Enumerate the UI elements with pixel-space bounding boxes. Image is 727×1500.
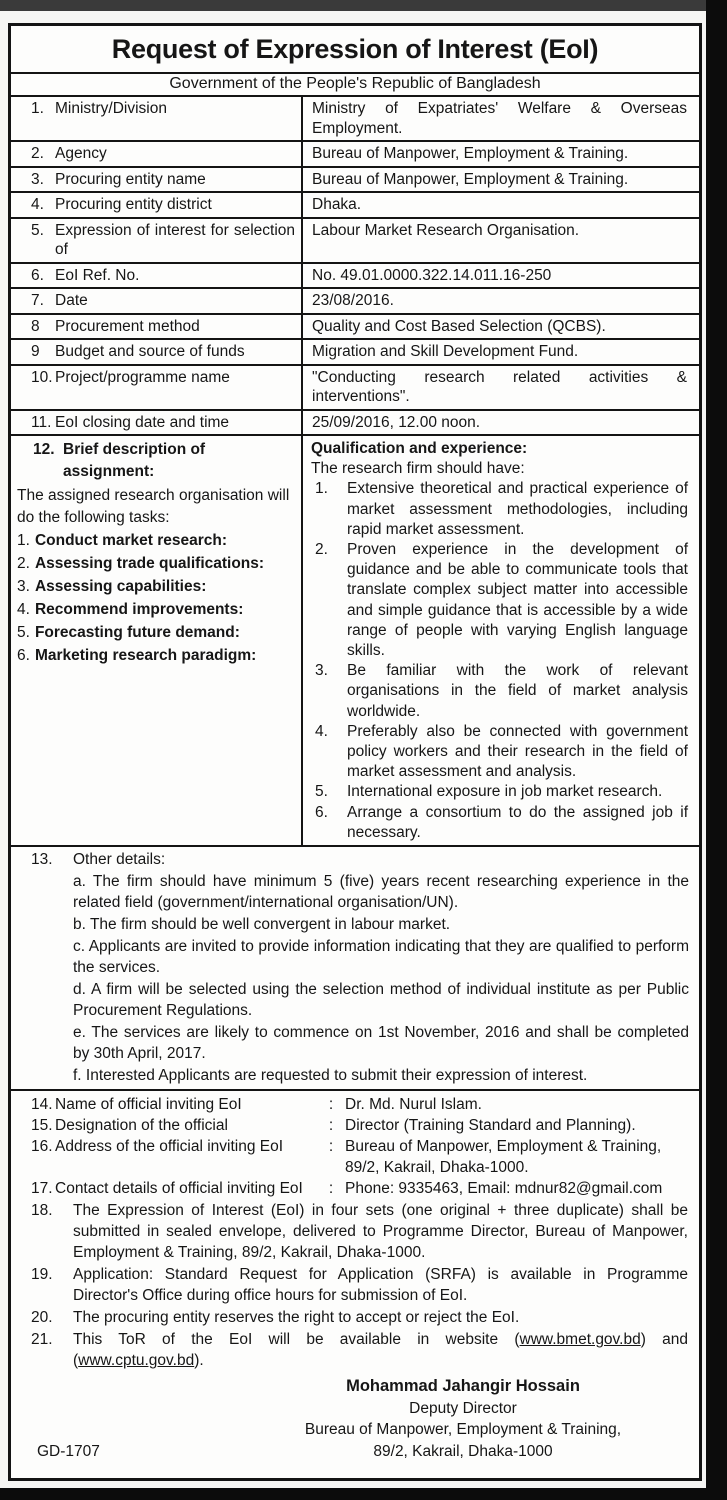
page-title: Request of Expression of Interest (EoI) <box>11 26 699 74</box>
assignment-task: 1. Conduct market research: <box>17 532 228 549</box>
other-details-heading: Other details: <box>73 851 166 869</box>
other-details-item: d. A firm will be selected using the selection method of individual institute as per Public Procurement Regulations. <box>73 981 689 1020</box>
contact-row <box>11 1136 699 1178</box>
note-text: The Expression of Interest (EoI) in four sets (one original + three duplicate) shall be submitted in sealed envelope, delivered to Programme Director, Bureau of Manpower, Employment & Training, 89/2, Kakrail, Dhaka-1000. <box>73 1202 688 1262</box>
assignment-task: 5. Forecasting future demand: <box>17 624 240 641</box>
qualification-item: 5. International exposure in job market research. <box>315 783 663 801</box>
qualification-intro: The research firm should have: <box>311 460 525 478</box>
footer-zone <box>11 1376 699 1464</box>
row-value: Labour Market Research Organisation. <box>312 221 580 239</box>
row-number: 3. <box>31 170 44 188</box>
cptu-website-link[interactable]: www.cptu.gov.bd <box>78 1352 195 1370</box>
row-label: Procuring entity district <box>55 196 212 213</box>
row-label: Expression of interest for selection of <box>55 221 295 258</box>
row-label: Procurement method <box>55 317 200 335</box>
row-number: 14. <box>31 1096 53 1114</box>
row-value: 23/08/2016. <box>312 292 394 309</box>
row-number: 10. <box>31 368 53 386</box>
table-row <box>11 142 699 168</box>
qualification-cell <box>303 436 699 845</box>
qualification-item: 4. Preferably also be connected with government policy workers and their research in the field of market assessment and analysis. <box>315 722 688 781</box>
note-row <box>11 1264 699 1306</box>
qualification-item: 6. Arrange a consortium to do the assigned job if necessary. <box>315 803 688 841</box>
row-value: Director (Training Standard and Planning). <box>345 1117 636 1135</box>
row-label: Ministry/Division <box>55 100 167 117</box>
note-text: The procuring entity reserves the right to accept or reject the EoI. <box>73 1309 520 1327</box>
row-label: EoI closing date and time <box>55 413 230 431</box>
note-text: Application: Standard Request for Application (SRFA) is available in Programme Director's Office during office hours for submission of EoI. <box>73 1266 688 1305</box>
row-value: Bureau of Manpower, Employment & Training. <box>312 145 629 162</box>
colon-separator: : <box>328 1096 334 1114</box>
table-row <box>11 315 699 341</box>
contact-and-notes-section <box>11 1091 699 1464</box>
row-number: 13. <box>31 851 53 869</box>
note-row <box>11 1329 699 1371</box>
row-label: Contact details of official inviting EoI <box>55 1180 303 1198</box>
assignment-heading: Brief description of assignment: <box>63 441 206 480</box>
row-value: Ministry of Expatriates' Welfare & Overseas Employment. <box>312 100 687 137</box>
row-label: Agency <box>55 145 107 162</box>
row-number: 20. <box>31 1309 53 1327</box>
row-label: Date <box>55 292 88 309</box>
row-value: Phone: 9335463, Email: mdnur82@gmail.com <box>345 1180 663 1198</box>
signature-address: 89/2, Kakrail, Dhaka-1000 <box>373 1442 553 1460</box>
contact-row <box>11 1178 699 1199</box>
other-details-item: e. The services are likely to commence on 1st November, 2016 and shall be completed by 30th April, 2017. <box>73 1024 689 1063</box>
other-details-item: f. Interested Applicants are requested to submit their expression of interest. <box>73 1067 588 1085</box>
row-number: 17. <box>31 1180 53 1198</box>
table-row <box>11 219 699 264</box>
row-value: Quality and Cost Based Selection (QCBS). <box>312 317 606 335</box>
row-number: 4. <box>31 196 44 213</box>
table-row <box>11 411 699 437</box>
colon-separator: : <box>328 1138 334 1156</box>
page-subtitle: Government of the People's Republic of Bangladesh <box>11 74 699 97</box>
row-number: 6. <box>31 266 44 284</box>
qualification-item: 2. Proven experience in the development of guidance and be able to communicate tools that translate complex subject matter into accessible and simple guidance that is accessible by a wide range of people with varying English language skills. <box>315 541 688 660</box>
row-number: 9 <box>31 343 40 360</box>
table-row <box>11 168 699 194</box>
row-number: 12. <box>33 441 55 458</box>
assignment-cell <box>11 436 303 845</box>
bmet-website-link[interactable]: www.bmet.gov.bd <box>519 1331 641 1349</box>
contact-row <box>11 1094 699 1115</box>
signature-block <box>237 1376 689 1462</box>
row-number: 7. <box>31 292 44 309</box>
other-details-item: a. The firm should have minimum 5 (five) years recent researching experience in the related field (government/international organisation/UN). <box>73 873 689 912</box>
row-number: 5. <box>31 221 44 239</box>
row-label: Address of the official inviting EoI <box>55 1138 284 1156</box>
row-number: 1. <box>31 100 44 117</box>
row-value: Dr. Md. Nurul Islam. <box>345 1096 482 1114</box>
assignment-qualification-row <box>11 436 699 847</box>
signature-designation: Deputy Director <box>409 1399 517 1417</box>
note-text: This ToR of the EoI will be available in website (www.bmet.gov.bd) and (www.cptu.gov.bd). <box>73 1331 688 1370</box>
row-number: 15. <box>31 1117 53 1135</box>
note-row <box>11 1200 699 1263</box>
row-value: Dhaka. <box>312 196 362 213</box>
table-row <box>11 366 699 411</box>
row-label: Project/programme name <box>55 368 230 386</box>
row-number: 16. <box>31 1138 53 1156</box>
colon-separator: : <box>328 1180 334 1198</box>
table-row <box>11 340 699 366</box>
row-number: 11. <box>31 413 52 431</box>
scan-artifact-top <box>0 0 727 11</box>
row-number: 21. <box>31 1331 53 1349</box>
row-value: No. 49.01.0000.322.14.011.16-250 <box>312 266 552 284</box>
table-row <box>11 193 699 219</box>
signature-organisation: Bureau of Manpower, Employment & Training, <box>304 1421 622 1439</box>
row-label: Designation of the official <box>55 1117 228 1135</box>
assignment-task: 4. Recommend improvements: <box>17 601 244 618</box>
signature-name: Mohammad Jahangir Hossain <box>346 1377 580 1396</box>
assignment-task: 2. Assessing trade qualifications: <box>17 555 265 572</box>
qualification-item: 1. Extensive theoretical and practical experience of market assessment methodologies, including rapid market assessment. <box>315 480 688 538</box>
row-label: Name of official inviting EoI <box>55 1096 242 1114</box>
row-number: 18. <box>31 1202 53 1220</box>
qualification-heading: Qualification and experience: <box>311 440 528 457</box>
table-row <box>11 289 699 315</box>
scan-artifact-right <box>706 0 727 1500</box>
row-label: EoI Ref. No. <box>55 266 140 284</box>
note-row <box>11 1307 699 1328</box>
assignment-task: 6. Marketing research paradigm: <box>17 647 257 664</box>
other-details-row <box>11 847 699 1091</box>
scan-artifact-bottom <box>0 1488 727 1500</box>
colon-separator: : <box>328 1117 334 1135</box>
row-value: Migration and Skill Development Fund. <box>312 343 579 360</box>
other-details-item: b. The firm should be well convergent in labour market. <box>73 916 451 934</box>
table-row <box>11 264 699 290</box>
row-value: 25/09/2016, 12.00 noon. <box>312 413 481 431</box>
row-number: 19. <box>31 1266 53 1284</box>
row-number: 2. <box>31 145 44 162</box>
row-value: "Conducting research related activities & interventions". <box>312 368 687 405</box>
other-details-item: c. Applicants are invited to provide information indicating that they are qualified to perform the services. <box>73 938 689 977</box>
qualification-item: 3. Be familiar with the work of relevant organisations in the field of market analysis worldwide. <box>315 662 688 720</box>
assignment-task: 3. Assessing capabilities: <box>17 578 207 595</box>
footer-code: GD-1707 <box>37 1443 100 1461</box>
table-row <box>11 97 699 142</box>
row-label: Budget and source of funds <box>55 343 245 360</box>
contact-row <box>11 1115 699 1136</box>
eoi-notice-document <box>8 23 702 1481</box>
assignment-intro: The assigned research organisation will do the following tasks: <box>17 487 290 526</box>
row-number: 8 <box>31 317 40 335</box>
row-value: Bureau of Manpower, Employment & Training. <box>312 170 629 188</box>
row-value: Bureau of Manpower, Employment & Training, 89/2, Kakrail, Dhaka-1000. <box>345 1138 662 1177</box>
row-label: Procuring entity name <box>55 170 206 188</box>
